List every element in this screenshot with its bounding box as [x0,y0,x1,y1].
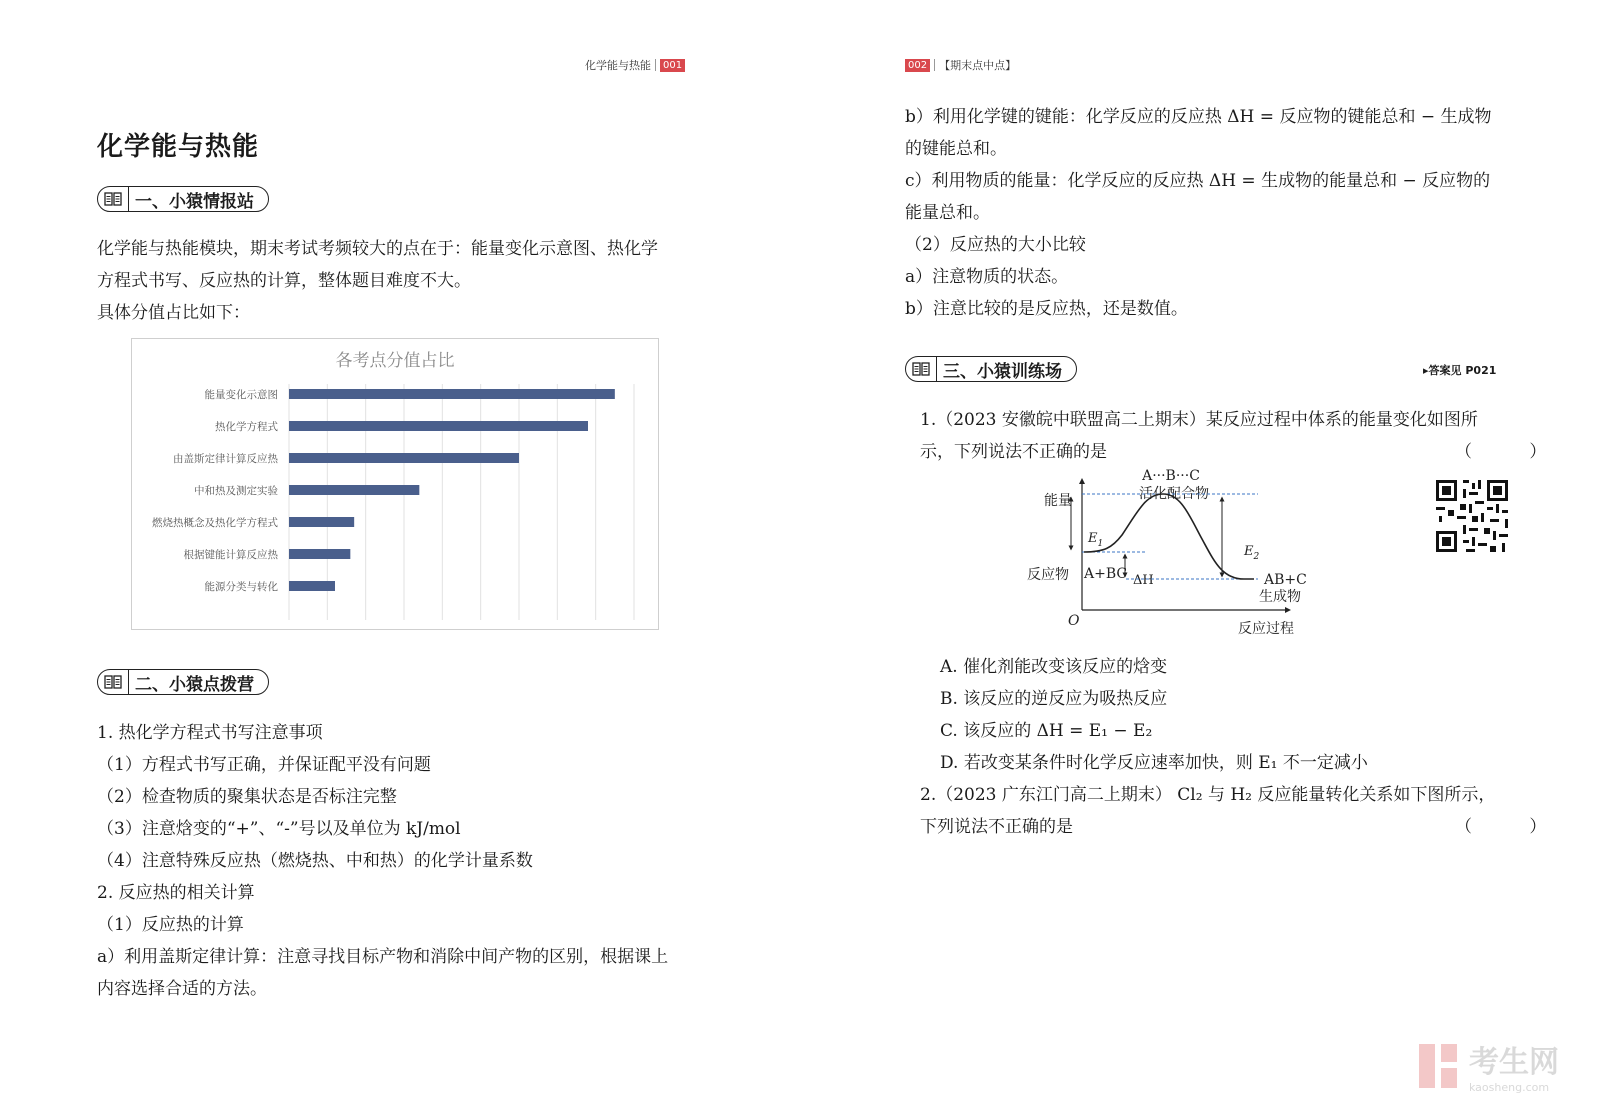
paragraph-line: 1. 热化学方程式书写注意事项 [97,723,323,743]
chart-bar [289,421,588,431]
chart-category-label: 根据键能计算反应热 [183,549,278,561]
paragraph-line: b）注意比较的是反应热，还是数值。 [905,299,1188,319]
watermark-url: kaosheng.com [1469,1081,1550,1094]
chart-title: 各考点分值占比 [335,351,455,371]
qr-code [1433,477,1511,555]
running-head-title: 【期末点中点】 [939,59,1017,72]
section-pill-2 [97,669,269,695]
chart-container [131,338,659,630]
chart-bar [289,453,519,463]
book-icon [906,357,937,381]
paragraph-line: （3）注意焓变的“+”、“-”号以及单位为 kJ/mol [97,819,461,839]
chart-category-label: 中和热及测定实验 [194,485,278,497]
question-line: 1.（2023 安徽皖中联盟高二上期末）某反应过程中体系的能量变化如图所 [920,410,1478,430]
option-a: A. 催化剂能改变该反应的焓变 [940,657,1168,677]
answer-blank: （ ） [1455,817,1573,837]
paragraph-line: a）注意物质的状态。 [905,267,1069,287]
book-icon [98,187,129,211]
paragraph-line: c）利用物质的能量：化学反应的反应热 ΔH = 生成物的能量总和 − 反应物的 [905,171,1491,191]
paragraph-line: （4）注意特殊反应热（燃烧热、中和热）的化学计量系数 [97,851,533,871]
running-head-left [585,57,685,73]
paragraph-line: 2. 反应热的相关计算 [97,883,255,903]
chart-bar [289,485,419,495]
reactant-label: 反应物 [1027,567,1069,583]
e2-label: $E_2$ [1244,544,1260,562]
chart-category-label: 能量变化示意图 [204,389,278,401]
section-label: 一、小猿情报站 [135,191,254,212]
chart-bar [289,581,335,591]
chart-bar [289,517,354,527]
section-pill-1 [97,186,269,212]
triangle-right-icon: ▸ [1423,364,1429,377]
watermark-text: 考生网 [1469,1045,1559,1080]
divider [655,59,656,71]
paragraph-line: 的键能总和。 [905,139,1007,159]
divider [934,59,935,71]
reactant-formula: A+BC [1084,566,1128,582]
section-pill-3 [905,356,1077,382]
question-1-options [940,651,1368,779]
chart-category-label: 由盖斯定律计算反应热 [173,453,278,465]
paragraph-line: 能量总和。 [905,203,990,223]
product-formula: AB+C [1264,572,1307,588]
transition-state-label: 活化配合物 [1139,486,1209,502]
chart-category-label: 热化学方程式 [215,421,278,433]
page-number: 001 [660,59,685,72]
chart-category-label: 能源分类与转化 [204,581,278,593]
chart-bar [289,389,615,399]
product-label: 生成物 [1259,589,1301,605]
delta-h-label: ΔH [1133,573,1154,588]
paragraph-line: （2）反应热的大小比较 [905,235,1086,255]
kaosheng-logo-icon [1419,1044,1459,1088]
paragraph-line: a）利用盖斯定律计算：注意寻找目标产物和消除中间产物的区别，根据课上 [97,947,669,967]
chart-bar [289,549,350,559]
paragraph-line: b）利用化学键的键能：化学反应的反应热 ΔH = 反应物的键能总和 − 生成物 [905,107,1492,127]
paragraph-line: （2）检查物质的聚集状态是否标注完整 [97,787,397,807]
section-label: 二、小猿点拨营 [135,674,254,695]
paragraph-line: 具体分值占比如下： [97,303,250,323]
question-2-stem [920,779,1495,843]
option-b: B. 该反应的逆反应为吸热反应 [940,689,1168,709]
running-head-title: 化学能与热能 [585,59,651,72]
page-number: 002 [905,59,930,72]
answer-blank: （ ） [1455,442,1573,462]
paragraph-line: （1）反应热的计算 [97,915,244,935]
paragraph-line: 内容选择合适的方法。 [97,979,267,999]
paragraph-line: （1）方程式书写正确，并保证配平没有问题 [97,755,431,775]
paragraph-line: 化学能与热能模块，期末考试考频较大的点在于：能量变化示意图、热化学 [97,239,658,259]
origin-label: O [1068,613,1080,629]
x-axis-label: 反应过程 [1238,621,1294,637]
running-head-right [905,57,1016,73]
option-d: D. 若改变某条件时化学反应速率加快，则 E₁ 不一定减小 [940,753,1368,773]
watermark [1419,1037,1559,1094]
y-axis-label: 能量 [1044,493,1072,509]
question-line: 2.（2023 广东江门高二上期末） Cl₂ 与 H₂ 反应能量转化关系如下图所示， [920,785,1496,805]
bar-chart [132,339,658,629]
book-icon [98,670,129,694]
section-label: 三、小猿训练场 [943,361,1062,382]
section1-intro [97,233,658,329]
e1-label: $E_1$ [1088,531,1104,549]
question-1-stem [920,404,1478,468]
transition-state-formula: A···B···C [1142,468,1200,484]
question-line: 示，下列说法不正确的是 [920,442,1107,462]
paragraph-line: 方程式书写、反应热的计算，整体题目难度不大。 [97,271,471,291]
page-title: 化学能与热能 [97,132,260,162]
section2-body [97,717,668,1005]
answer-reference: ▸答案见 P021 [1423,364,1497,377]
energy-diagram [1026,463,1336,645]
right-page-body [905,101,1492,325]
chart-category-label: 燃烧热概念及热化学方程式 [152,517,278,529]
question-line: 下列说法不正确的是 [920,817,1073,837]
option-c: C. 该反应的 ΔH = E₁ − E₂ [940,721,1153,741]
